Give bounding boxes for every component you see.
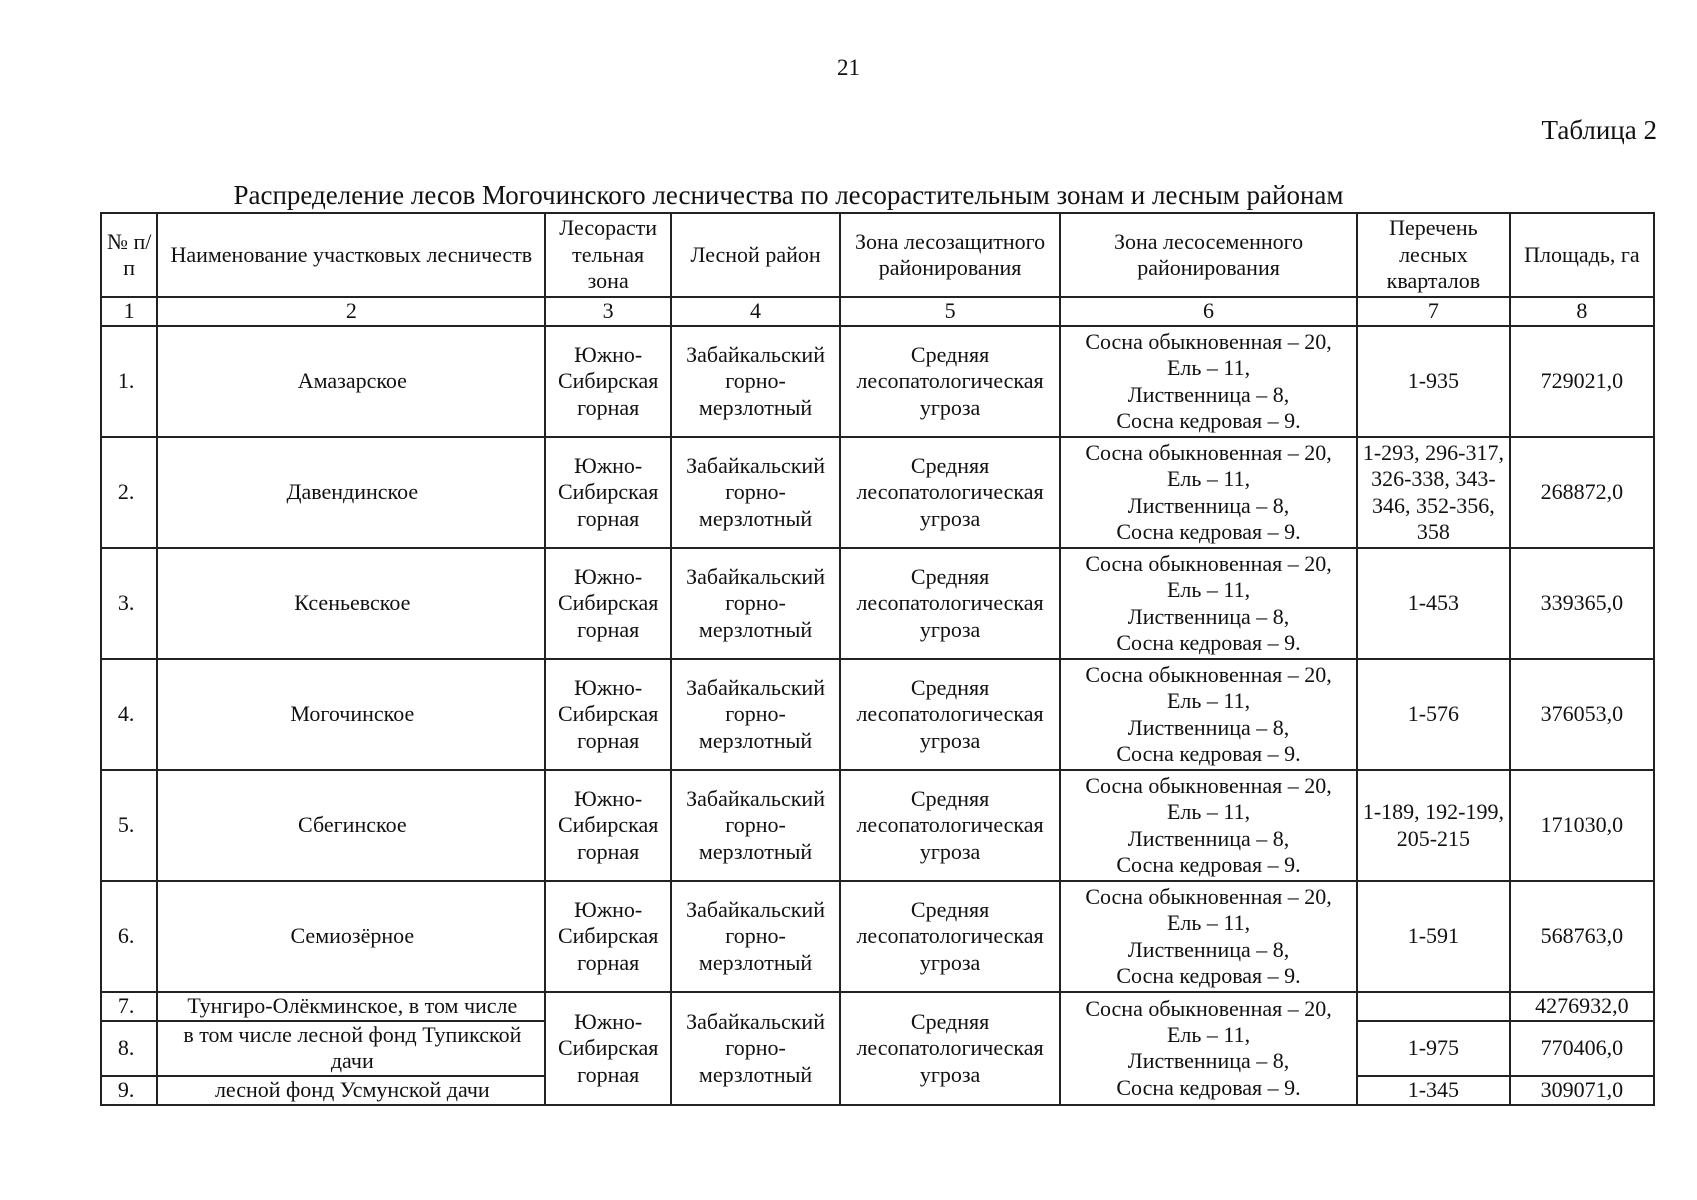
seed-zone-line: Сосна обыкновенная – 20, <box>1085 883 1332 909</box>
seed-zone-line: Лиственница – 8, <box>1127 1048 1290 1074</box>
area-ha: 171030,0 <box>1510 770 1654 881</box>
table-row <box>101 659 1654 770</box>
table-title-text: Распределение лесов Могочинского лесничества по лесорастительным зонам и лесным районам <box>233 180 1344 210</box>
forest-district: Забайкальский горно-мерзлотный <box>671 992 840 1105</box>
forest-district: Забайкальский горно-мерзлотный <box>671 770 840 881</box>
row-number: 6. <box>101 881 157 992</box>
forestry-name: Амазарское <box>157 326 545 437</box>
column-number: 3 <box>545 297 671 326</box>
seed-zone-line: Сосна кедровая – 9. <box>1116 518 1301 544</box>
area-ha: 568763,0 <box>1510 881 1654 992</box>
vegetation-zone: Южно-Сибирская горная <box>545 548 671 659</box>
forest-distribution-table <box>100 212 1655 1106</box>
vegetation-zone: Южно-Сибирская горная <box>545 992 671 1105</box>
table-label: Таблица 2 <box>1541 115 1657 145</box>
table-row <box>101 881 1654 992</box>
forestry-name: Семиозёрное <box>157 881 545 992</box>
forestry-name: Сбегинское <box>157 770 545 881</box>
area-ha: 268872,0 <box>1510 437 1654 548</box>
seed-zone-line: Лиственница – 8, <box>1127 492 1290 518</box>
quarters-list: 1-591 <box>1357 881 1510 992</box>
quarters-list: 1-576 <box>1357 659 1510 770</box>
row-number: 8. <box>101 1021 157 1076</box>
seed-zone-line: Сосна кедровая – 9. <box>1116 1074 1301 1100</box>
area-ha: 729021,0 <box>1510 326 1654 437</box>
seed-zone-line: Лиственница – 8, <box>1127 714 1290 740</box>
row-number: 5. <box>101 770 157 881</box>
column-number: 6 <box>1060 297 1357 326</box>
header-seed: Зона лесосеменного районирования <box>1060 213 1357 297</box>
quarters-list: 1-345 <box>1357 1076 1510 1105</box>
row-number: 3. <box>101 548 157 659</box>
column-number: 2 <box>157 297 545 326</box>
area-ha: 770406,0 <box>1510 1021 1654 1076</box>
seed-zone-cell <box>1060 770 1357 881</box>
column-number: 5 <box>840 297 1060 326</box>
vegetation-zone: Южно-Сибирская горная <box>545 326 671 437</box>
seed-zone-line: Сосна кедровая – 9. <box>1116 740 1301 766</box>
quarters-list: 1-453 <box>1357 548 1510 659</box>
seed-zone-line: Ель – 11, <box>1166 355 1251 381</box>
seed-zone-cell <box>1060 881 1357 992</box>
forestry-name: Ксеньевское <box>157 548 545 659</box>
table-row <box>101 437 1654 548</box>
row-number: 9. <box>101 1076 157 1105</box>
seed-zone-line: Сосна обыкновенная – 20, <box>1085 995 1332 1021</box>
column-number: 4 <box>671 297 840 326</box>
column-number: 1 <box>101 297 157 326</box>
protection-zone: Средняя лесопатологическая угроза <box>840 881 1060 992</box>
forestry-name: Могочинское <box>157 659 545 770</box>
table-row <box>101 548 1654 659</box>
forestry-name: в том числе лесной фонд Тупикской дачи <box>157 1021 545 1076</box>
header-name: Наименование участковых лесничеств <box>157 213 545 297</box>
column-number-row <box>101 297 1654 326</box>
area-ha: 376053,0 <box>1510 659 1654 770</box>
seed-zone-line: Лиственница – 8, <box>1127 603 1290 629</box>
header-quarters: Перечень лесных кварталов <box>1357 213 1510 297</box>
seed-zone-line: Ель – 11, <box>1166 910 1251 936</box>
seed-zone-line: Ель – 11, <box>1166 466 1251 492</box>
seed-zone-line: Ель – 11, <box>1166 1022 1251 1047</box>
table-row <box>101 992 1654 1021</box>
area-ha: 339365,0 <box>1510 548 1654 659</box>
forest-district: Забайкальский горно-мерзлотный <box>671 437 840 548</box>
seed-zone-line: Сосна обыкновенная – 20, <box>1085 661 1332 687</box>
seed-zone-line: Лиственница – 8, <box>1127 825 1290 851</box>
seed-zone-line: Лиственница – 8, <box>1127 936 1290 962</box>
header-district: Лесной район <box>671 213 840 297</box>
seed-zone-line: Сосна кедровая – 9. <box>1116 962 1301 988</box>
page-number: 21 <box>837 55 860 80</box>
row-number: 1. <box>101 326 157 437</box>
quarters-list: 1-935 <box>1357 326 1510 437</box>
vegetation-zone: Южно-Сибирская горная <box>545 881 671 992</box>
seed-zone-cell <box>1060 659 1357 770</box>
protection-zone: Средняя лесопатологическая угроза <box>840 770 1060 881</box>
protection-zone: Средняя лесопатологическая угроза <box>840 992 1060 1105</box>
header-num: № п/п <box>101 213 157 297</box>
seed-zone-line: Ель – 11, <box>1166 577 1251 603</box>
seed-zone-line: Ель – 11, <box>1166 688 1251 714</box>
protection-zone: Средняя лесопатологическая угроза <box>840 548 1060 659</box>
vegetation-zone: Южно-Сибирская горная <box>545 659 671 770</box>
seed-zone-line: Ель – 11, <box>1166 799 1251 825</box>
header-protection: Зона лесозащитного районирования <box>840 213 1060 297</box>
forest-district: Забайкальский горно-мерзлотный <box>671 659 840 770</box>
row-number: 4. <box>101 659 157 770</box>
seed-zone-cell <box>1060 548 1357 659</box>
protection-zone: Средняя лесопатологическая угроза <box>840 437 1060 548</box>
area-ha: 309071,0 <box>1510 1076 1654 1105</box>
forestry-name: Давендинское <box>157 437 545 548</box>
column-number: 7 <box>1357 297 1510 326</box>
quarters-list: 1-293, 296-317, 326-338, 343-346, 352-356, 358 <box>1357 437 1510 548</box>
seed-zone-line: Сосна обыкновенная – 20, <box>1085 772 1332 798</box>
table-title <box>0 180 1697 211</box>
table-row <box>101 770 1654 881</box>
row-number: 2. <box>101 437 157 548</box>
vegetation-zone: Южно-Сибирская горная <box>545 770 671 881</box>
forestry-name: лесной фонд Усмунской дачи <box>157 1076 545 1105</box>
vegetation-zone: Южно-Сибирская горная <box>545 437 671 548</box>
seed-zone-line: Сосна обыкновенная – 20, <box>1085 439 1332 465</box>
seed-zone-line: Сосна кедровая – 9. <box>1116 851 1301 877</box>
seed-zone-line: Сосна обыкновенная – 20, <box>1085 550 1332 576</box>
quarters-list: 1-975 <box>1357 1021 1510 1076</box>
forest-district: Забайкальский горно-мерзлотный <box>671 548 840 659</box>
seed-zone-cell <box>1060 326 1357 437</box>
table-row <box>101 326 1654 437</box>
quarters-list: 1-189, 192-199, 205-215 <box>1357 770 1510 881</box>
forest-district: Забайкальский горно-мерзлотный <box>671 881 840 992</box>
seed-zone-line: Лиственница – 8, <box>1127 381 1290 407</box>
seed-zone-line: Сосна кедровая – 9. <box>1116 629 1301 655</box>
quarters-list <box>1357 992 1510 1021</box>
header-row <box>101 213 1654 297</box>
row-number: 7. <box>101 992 157 1021</box>
seed-zone-cell <box>1060 437 1357 548</box>
forestry-name: Тунгиро-Олёкминское, в том числе <box>157 992 545 1021</box>
seed-zone-line: Сосна кедровая – 9. <box>1116 407 1301 433</box>
protection-zone: Средняя лесопатологическая угроза <box>840 659 1060 770</box>
forest-district: Забайкальский горно-мерзлотный <box>671 326 840 437</box>
seed-zone-line: Сосна обыкновенная – 20, <box>1085 328 1332 354</box>
column-number: 8 <box>1510 297 1654 326</box>
seed-zone-cell <box>1060 992 1357 1105</box>
area-ha: 4276932,0 <box>1510 992 1654 1021</box>
header-zone: Лесорасти тельная зона <box>545 213 671 297</box>
protection-zone: Средняя лесопатологическая угроза <box>840 326 1060 437</box>
header-area: Площадь, га <box>1510 213 1654 297</box>
